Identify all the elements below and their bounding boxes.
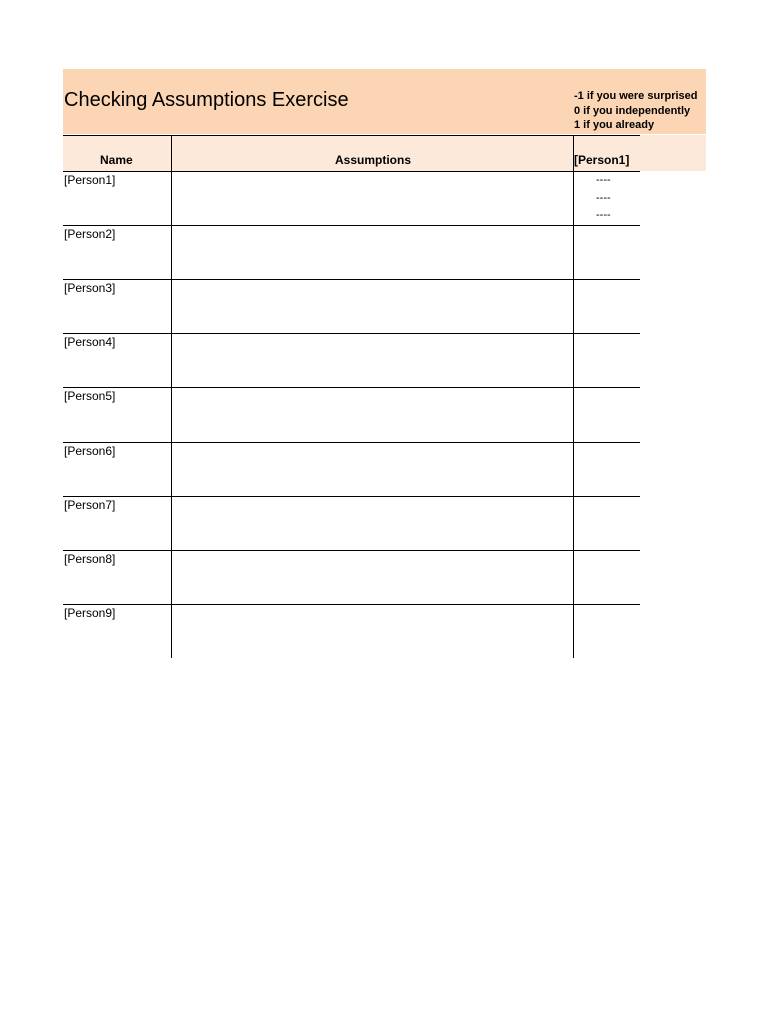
row-1-score-1[interactable]: ---- [596, 174, 611, 186]
row-name-1[interactable]: [Person1] [64, 173, 116, 187]
row-name-5[interactable]: [Person5] [64, 389, 116, 403]
row-divider [63, 225, 640, 226]
row-name-3[interactable]: [Person3] [64, 281, 116, 295]
row-1-score-3[interactable]: ---- [596, 209, 611, 221]
row-name-4[interactable]: [Person4] [64, 335, 116, 349]
row-name-2[interactable]: [Person2] [64, 227, 116, 241]
row-divider [63, 279, 640, 280]
row-divider [63, 550, 640, 551]
header-top-border [63, 135, 640, 136]
column-divider-name [171, 135, 172, 658]
row-divider [63, 442, 640, 443]
column-header-person: [Person1] [574, 153, 630, 167]
legend-line-zero: 0 if you independently [574, 104, 691, 117]
row-name-7[interactable]: [Person7] [64, 498, 116, 512]
row-name-9[interactable]: [Person9] [64, 606, 116, 620]
column-header-assumptions: Assumptions [335, 153, 412, 167]
legend-line-one: 1 if you already [574, 119, 655, 131]
row-1-score-2[interactable]: ---- [596, 192, 611, 204]
header-bottom-border [63, 171, 640, 172]
row-divider [63, 604, 640, 605]
row-divider [63, 387, 640, 388]
row-divider [63, 496, 640, 497]
row-name-6[interactable]: [Person6] [64, 444, 116, 458]
legend-line-minus-one: -1 if you were surprised [574, 90, 698, 102]
score-legend [574, 89, 698, 133]
column-header-name: Name [100, 153, 133, 167]
row-name-8[interactable]: [Person8] [64, 552, 116, 566]
column-divider-assumptions [573, 135, 574, 658]
row-divider [63, 333, 640, 334]
sheet-title: Checking Assumptions Exercise [64, 89, 349, 111]
